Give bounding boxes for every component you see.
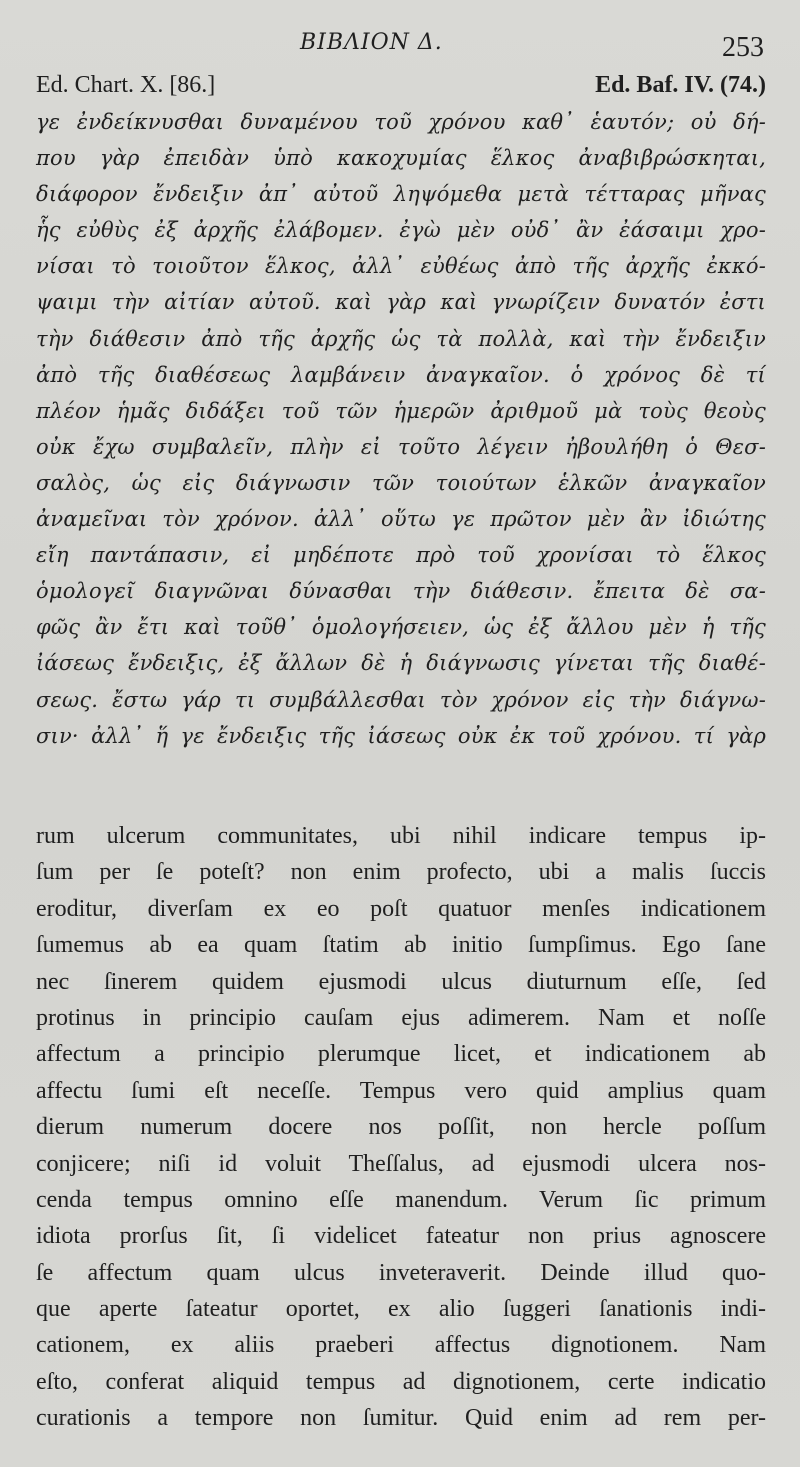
- latin-text-line: protinus in principio cauſam ejus adimerem. Nam et noſſe: [36, 1004, 766, 1031]
- edition-reference-line: [36, 72, 766, 102]
- latin-text-line: affectum a principio plerumque licet, et indicationem ab: [36, 1041, 766, 1068]
- greek-text-line: ἀναμεῖναι τὸν χρόνον. ἀλλ᾽ οὕτω γε πρῶτον μὲν ἂν ἰδιώτης: [36, 507, 766, 532]
- latin-text-block: [36, 818, 766, 1437]
- greek-text-line: εἴη παντάπασιν, εἰ μηδέποτε πρὸ τοῦ χρονίσαι τὸ ἕλκος: [36, 543, 766, 568]
- latin-text-line: eſto, conferat aliquid tempus ad dignotionem, certe indicatio: [36, 1368, 766, 1395]
- greek-text-line: που γὰρ ἐπειδὰν ὑπὸ κακοχυμίας ἕλκος ἀναβιβρώσκηται,: [36, 146, 766, 171]
- latin-text-line: cationem, ex aliis praeberi affectus dignotionem. Nam: [36, 1332, 766, 1359]
- latin-text-line: cenda tempus omnino eſſe manendum. Verum ſic primum: [36, 1186, 766, 1213]
- latin-text-line: conjicere; niſi id voluit Theſſalus, ad ejusmodi ulcera nos-: [36, 1150, 766, 1177]
- edition-basel: Ed. Baf. IV. (74.): [595, 72, 766, 98]
- latin-text-line: ſe affectum quam ulcus inveteraverit. Deinde illud quo-: [36, 1259, 766, 1286]
- latin-text-line: ſumemus ab ea quam ſtatim ab initio ſumpſimus. Ego ſane: [36, 932, 766, 959]
- latin-text-line: ſum per ſe poteſt? non enim profecto, ubi a malis ſuccis: [36, 859, 766, 886]
- greek-text-line: φῶς ἂν ἔτι καὶ τοῦθ᾽ ὁμολογήσειεν, ὡς ἐξ ἄλλου μὲν ἡ τῆς: [36, 615, 766, 640]
- greek-text-line: γε ἐνδείκνυσθαι δυναμένου τοῦ χρόνου καθ᾽ ἑαυτόν; οὐ δή-: [36, 110, 766, 134]
- running-head: [0, 30, 800, 63]
- greek-text-line: νίσαι τὸ τοιοῦτον ἕλκος, ἀλλ᾽ εὐθέως ἀπὸ τῆς ἀρχῆς ἐκκό-: [36, 254, 766, 279]
- greek-text-line: σεως. ἔστω γάρ τι συμβάλλεσθαι τὸν χρόνον εἰς τὴν διάγνω-: [36, 687, 766, 712]
- latin-text-line: dierum numerum docere nos poſſit, non hercle poſſum: [36, 1114, 766, 1141]
- greek-text-line: ἀπὸ τῆς διαθέσεως λαμβάνειν ἀναγκαῖον. ὁ χρόνος δὲ τί: [36, 362, 766, 387]
- greek-text-line: διάφορον ἔνδειξιν ἀπ᾽ αὐτοῦ ληψόμεθα μετὰ τέτταρας μῆνας: [36, 182, 766, 207]
- running-title: ΒΙΒΛΙΟΝ Δ.: [300, 30, 443, 55]
- latin-text-line: affectu ſumi eſt neceſſe. Tempus vero quid amplius quam: [36, 1077, 766, 1104]
- greek-text-line: ψαιμι τὴν αἰτίαν αὐτοῦ. καὶ γὰρ καὶ γνωρίζειν δυνατόν ἐστι: [36, 290, 766, 315]
- greek-text-line: τὴν διάθεσιν ἀπὸ τῆς ἀρχῆς ὡς τὰ πολλὰ, καὶ τὴν ἔνδειξιν: [36, 326, 766, 351]
- latin-text-line: idiota prorſus ſit, ſi videlicet fateatur non prius agnoscere: [36, 1223, 766, 1250]
- edition-chartier: Ed. Chart. X. [86.]: [36, 72, 216, 98]
- greek-text-line: πλέον ἡμᾶς διδάξει τοῦ τῶν ἡμερῶν ἀριθμοῦ μὰ τοὺς θεοὺς: [36, 398, 766, 423]
- greek-text-line: σαλὸς, ὡς εἰς διάγνωσιν τῶν τοιούτων ἑλκῶν ἀναγκαῖον: [36, 470, 766, 495]
- greek-text-line: ὁμολογεῖ διαγνῶναι δύνασθαι τὴν διάθεσιν. ἔπειτα δὲ σα-: [36, 579, 766, 604]
- latin-text-line: nec ſinerem quidem ejusmodi ulcus diuturnum eſſe, ſed: [36, 968, 766, 995]
- greek-text-block: [36, 104, 766, 754]
- latin-text-line: curationis a tempore non ſumitur. Quid enim ad rem per-: [36, 1405, 766, 1432]
- greek-text-line: ἰάσεως ἔνδειξις, ἐξ ἄλλων δὲ ἡ διάγνωσις γίνεται τῆς διαθέ-: [36, 651, 766, 676]
- latin-text-line: rum ulcerum communitates, ubi nihil indicare tempus ip-: [36, 823, 766, 849]
- page-number: 253: [722, 32, 764, 63]
- latin-text-line: eroditur, diverſam ex eo poſt quatuor menſes indicationem: [36, 895, 766, 922]
- latin-text-line: que aperte ſateatur oportet, ex alio ſuggeri ſanationis indi-: [36, 1296, 766, 1323]
- greek-text-line: σιν· ἀλλ᾽ ἥ γε ἔνδειξις τῆς ἰάσεως οὐκ ἐκ τοῦ χρόνου. τί γὰρ: [36, 723, 766, 748]
- greek-text-line: οὐκ ἔχω συμβαλεῖν, πλὴν εἰ τοῦτο λέγειν ἠβουλήθη ὁ Θεσ-: [36, 434, 766, 459]
- greek-text-line: ἧς εὐθὺς ἐξ ἀρχῆς ἐλάβομεν. ἐγὼ μὲν οὐδ᾽ ἂν ἐάσαιμι χρο-: [36, 218, 766, 243]
